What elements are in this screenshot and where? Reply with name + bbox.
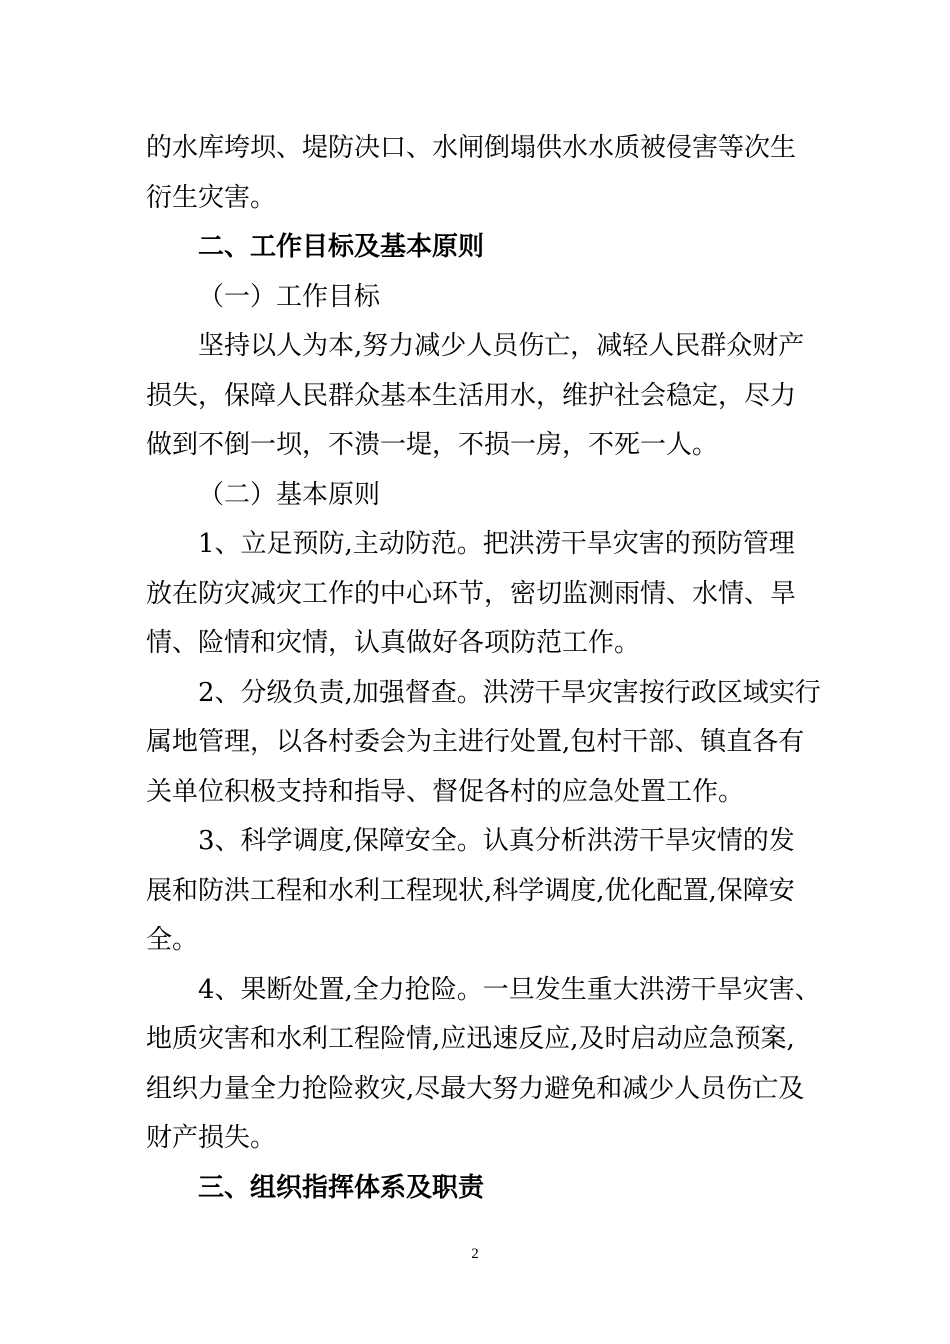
body-text-line: 1、立足预防,主动防范。把洪涝干旱灾害的预防管理	[198, 529, 795, 559]
page-number: 2	[471, 1246, 479, 1262]
body-text-line: 关单位积极支持和指导、督促各村的应急处置工作。	[146, 776, 745, 807]
body-text-line: 损失，保障人民群众基本生活用水，维护社会稳定，尽力	[146, 380, 797, 411]
body-text-line: 3、科学调度,保障安全。认真分析洪涝干旱灾情的发	[198, 826, 795, 856]
body-text-line: 地质灾害和水利工程险情,应迅速反应,及时启动应急预案,	[146, 1024, 795, 1054]
subsection-heading: （一）工作目标	[198, 281, 381, 312]
document-body	[146, 124, 821, 1213]
body-text-line: 4、果断处置,全力抢险。一旦发生重大洪涝干旱灾害、	[198, 974, 821, 1005]
body-text-line: 衍生灾害。	[146, 182, 277, 213]
body-text-line: 属地管理，以各村委会为主进行处置,包村干部、镇直各有	[146, 727, 805, 757]
body-text-line: 财产损失。	[146, 1123, 277, 1153]
body-text-line: 组织力量全力抢险救灾,尽最大努力避免和减少人员伤亡及	[146, 1073, 805, 1104]
body-text-line: 展和防洪工程和水利工程现状,科学调度,优化配置,保障安	[146, 875, 795, 906]
body-text-line: 放在防灾减灾工作的中心环节，密切监测雨情、水情、旱	[146, 578, 797, 609]
subsection-heading: （二）基本原则	[198, 479, 381, 510]
body-text-line: 全。	[146, 925, 199, 955]
body-text-line: 坚持以人为本,努力减少人员伤亡，减轻人民群众财产	[198, 331, 805, 361]
body-text-line: 做到不倒一坝，不溃一堤，不损一房，不死一人。	[146, 430, 719, 460]
body-text-line: 的水库垮坝、堤防决口、水闸倒塌供水水质被侵害等次生	[146, 133, 797, 163]
body-text-line: 2、分级负责,加强督查。洪涝干旱灾害按行政区域实行	[198, 677, 821, 708]
body-text-line: 情、险情和灾情，认真做好各项防范工作。	[146, 628, 641, 658]
section-heading: 三、组织指挥体系及职责	[198, 1172, 485, 1203]
section-heading: 二、工作目标及基本原则	[198, 232, 485, 262]
